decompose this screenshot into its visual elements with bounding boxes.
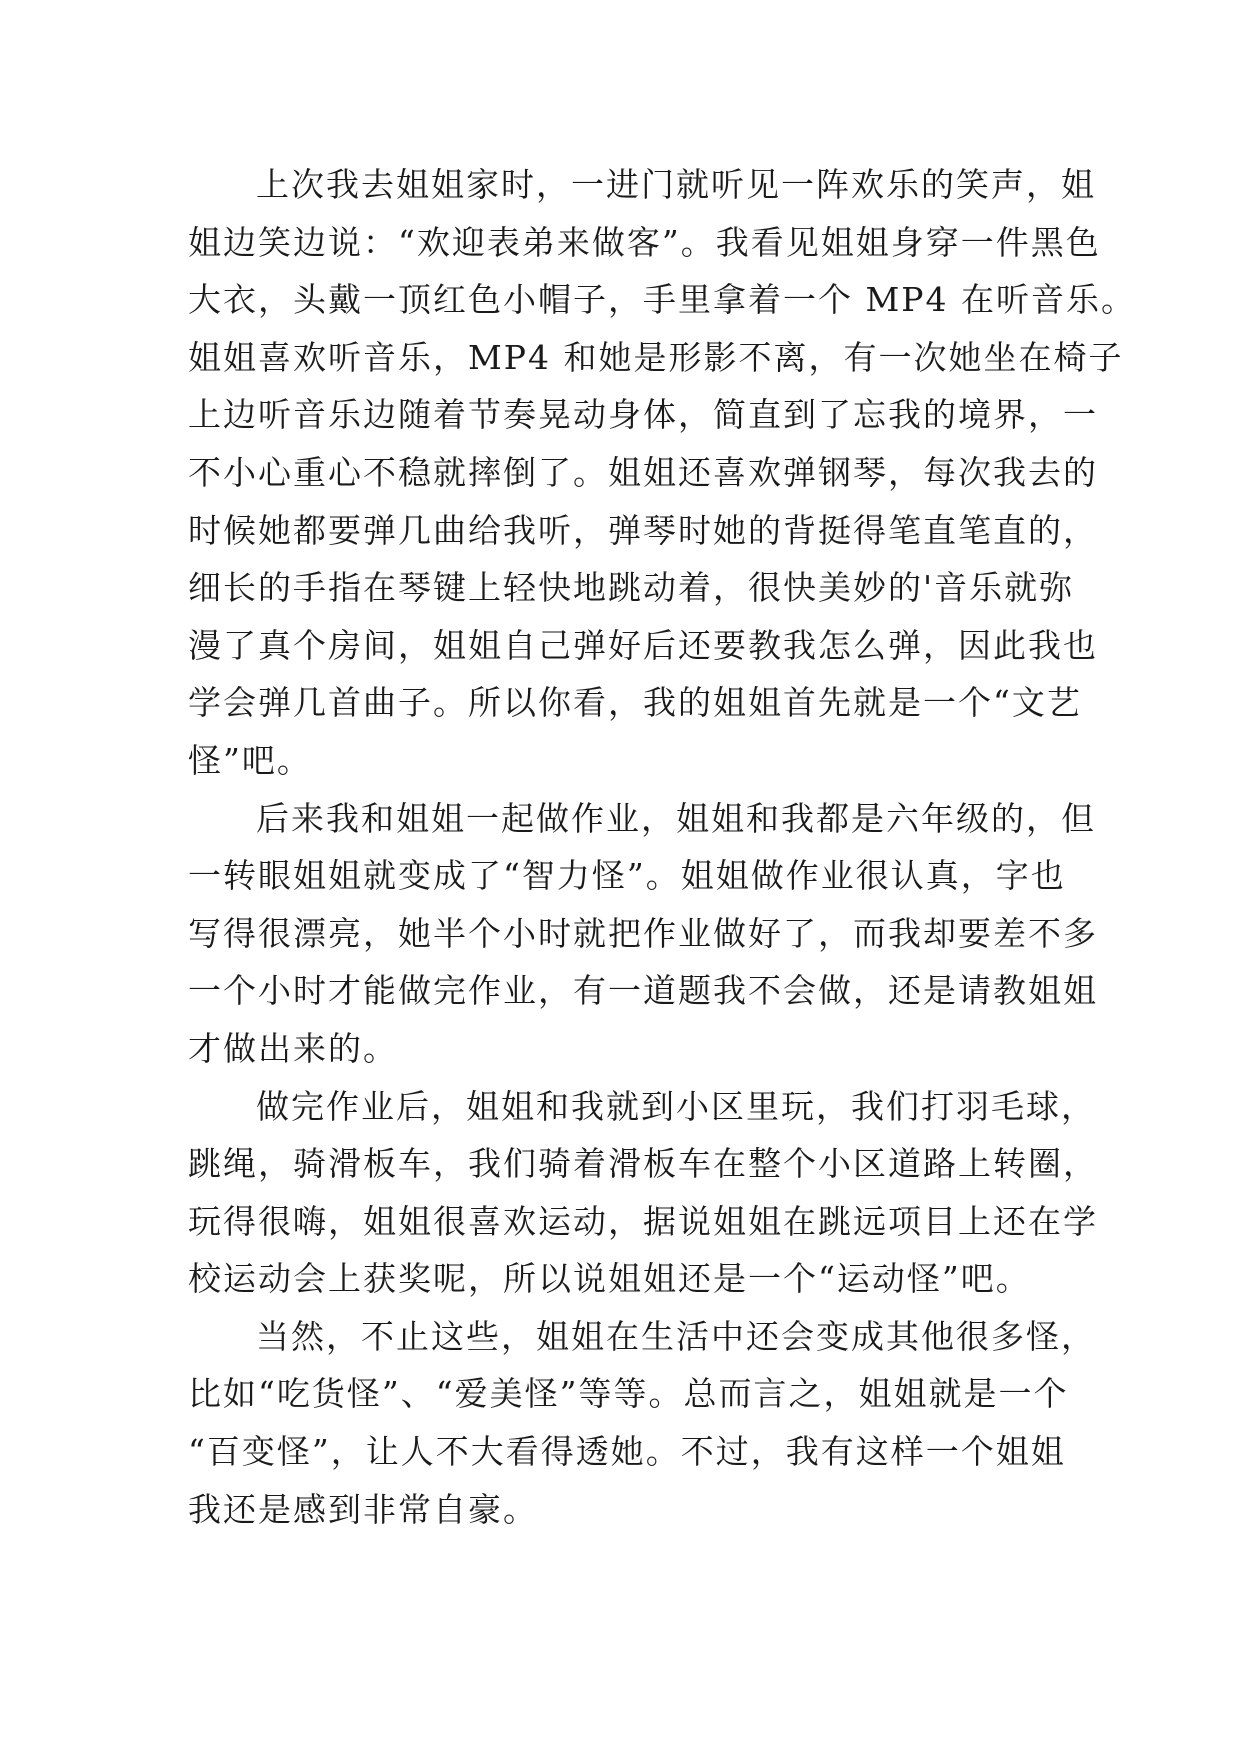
text-line: 后来我和姐姐一起做作业，姐姐和我都是六年级的，但 <box>256 798 1096 838</box>
text-line: 学会弹几首曲子。所以你看，我的姐姐首先就是一个“文艺 <box>188 683 1082 723</box>
text-line: 时候她都要弹几曲给我听，弹琴时她的背挺得笔直笔直的， <box>188 510 1098 550</box>
text-line: 我还是感到非常自豪。 <box>188 1489 538 1529</box>
text-line: 不小心重心不稳就摔倒了。姐姐还喜欢弹钢琴，每次我去的 <box>188 452 1098 492</box>
text-line: 上次我去姐姐家时，一进门就听见一阵欢乐的笑声，姐 <box>256 165 1096 204</box>
text-line: 校运动会上获奖呢，所以说姐姐还是一个“运动怪”吧。 <box>188 1259 1031 1299</box>
text-line: 一转眼姐姐就变成了“智力怪”。姐姐做作业很认真，字也 <box>188 856 1066 896</box>
paragraph-4 <box>188 1308 1096 1538</box>
text-line: 上边听音乐边随着节奏晃动身体，简直到了忘我的境界，一 <box>188 395 1098 435</box>
essay-body <box>188 156 1136 1538</box>
text-line: 做完作业后，姐姐和我就到小区里玩，我们打羽毛球， <box>256 1086 1096 1126</box>
text-line: 大衣，头戴一顶红色小帽子，手里拿着一个 MP4 在听音乐。 <box>188 280 1136 320</box>
text-line: “百变怪”，让人不大看得透她。不过，我有这样一个姐姐 <box>188 1432 1066 1472</box>
text-line: 跳绳，骑滑板车，我们骑着滑板车在整个小区道路上转圈， <box>188 1144 1098 1184</box>
text-line: 才做出来的。 <box>188 1028 398 1068</box>
text-line: 姐姐喜欢听音乐，MP4 和她是形影不离，有一次她坐在椅子 <box>188 337 1124 377</box>
paragraph-2 <box>188 790 1098 1078</box>
text-line: 写得很漂亮，她半个小时就把作业做好了，而我却要差不多 <box>188 913 1098 953</box>
text-line: 漫了真个房间，姐姐自己弹好后还要教我怎么弹，因此我也 <box>188 625 1098 665</box>
paragraph-3 <box>188 1078 1098 1308</box>
text-line: 怪”吧。 <box>188 740 312 780</box>
text-line: 玩得很嗨，姐姐很喜欢运动，据说姐姐在跳远项目上还在学 <box>188 1201 1098 1241</box>
paragraph-1 <box>188 156 1136 790</box>
text-line: 比如“吃货怪”、“爱美怪”等等。总而言之，姐姐就是一个 <box>188 1374 1069 1414</box>
text-line: 当然，不止这些，姐姐在生活中还会变成其他很多怪， <box>256 1316 1096 1356</box>
text-line: 一个小时才能做完作业，有一道题我不会做，还是请教姐姐 <box>188 971 1098 1011</box>
text-line: 细长的手指在琴键上轻快地跳动着，很快美妙的'音乐就弥 <box>188 568 1075 608</box>
text-line: 姐边笑边说：“欢迎表弟来做客”。我看见姐姐身穿一件黑色 <box>188 222 1101 262</box>
